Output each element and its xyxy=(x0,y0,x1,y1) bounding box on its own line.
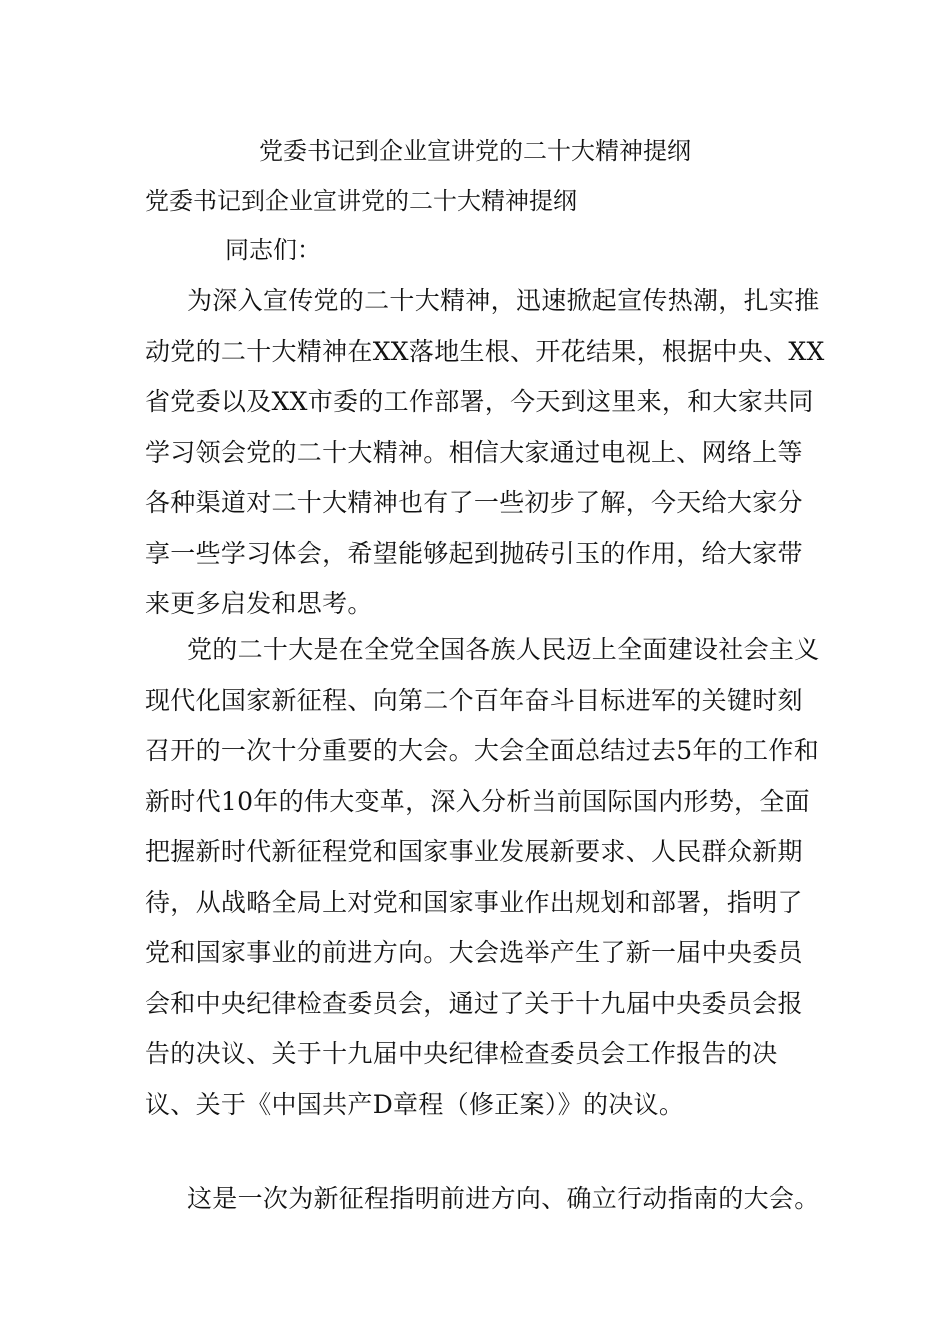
document-title-centered: 党委书记到企业宣讲党的二十大精神提纲 xyxy=(259,137,691,165)
paragraph-1: 为深入宣传党的二十大精神，迅速掀起宣传热潮，扎实推动党的二十大精神在XX落地生根、开花结果，根据中央、XX省党委以及XX市委的工作部署，今天到这里来，和大家共同学习领会党的二十大精神。相信大家通过电视上、网络上等各种渠道对二十大精神也有了一些初步了解，今天给大家分享一些学习体会，希望能够起到抛砖引玉的作用，给大家带来更多启发和思考。 xyxy=(145,286,825,618)
paragraph-3: 这是一次为新征程指明前进方向、确立行动指南的大会。 xyxy=(187,1184,820,1213)
salutation: 同志们： xyxy=(225,236,321,264)
paragraph-2: 党的二十大是在全党全国各族人民迈上全面建设社会主义现代化国家新征程、向第二个百年奋斗目标进军的关键时刻召开的一次十分重要的大会。大会全面总结过去5年的工作和新时代10年的伟大变革，深入分析当前国际国内形势，全面把握新时代新征程党和国家事业发展新要求、人民群众新期待，从战略全局上对党和国家事业作出规划和部署，指明了党和国家事业的前进方向。大会选举产生了新一届中央委员会和中央纪律检查委员会，通过了关于十九届中央委员会报告的决议、关于十九届中央纪律检查委员会工作报告的决议、关于《中国共产D章程（修正案）》的决议。 xyxy=(145,635,820,1119)
document-title-left: 党委书记到企业宣讲党的二十大精神提纲 xyxy=(145,187,577,215)
